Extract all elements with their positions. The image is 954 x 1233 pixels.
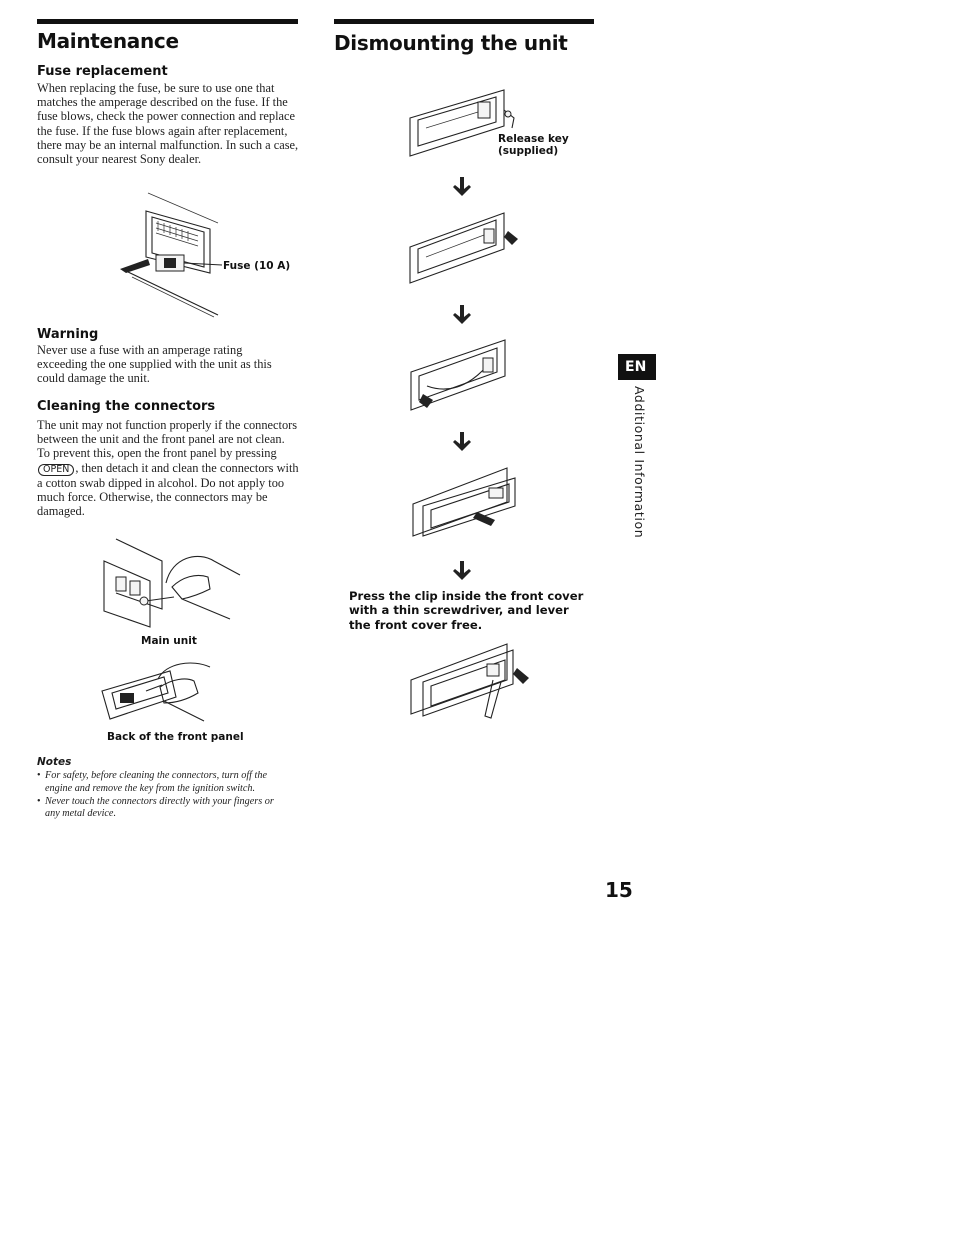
dismount-step3-illustration (409, 338, 519, 413)
fuse-heading: Fuse replacement (37, 64, 168, 79)
notes-title: Notes (37, 756, 72, 768)
arrow-down-icon (452, 561, 472, 581)
section-side-label: Additional Information (632, 386, 647, 539)
dismount-step5-illustration (409, 640, 534, 720)
dismounting-title: Dismounting the unit (334, 31, 568, 55)
warning-heading: Warning (37, 327, 99, 342)
page-number: 15 (605, 878, 633, 902)
main-unit-illustration (102, 537, 242, 637)
maintenance-title: Maintenance (37, 29, 179, 53)
arrow-down-icon (452, 305, 472, 325)
maintenance-rule (37, 19, 298, 24)
cleaning-body-end: , then detach it and clean the connectors with a cotton swab dipped in alcohol. Do not apply too much force. Otherwise, the connectors may be damaged. (37, 460, 299, 519)
front-panel-caption: Back of the front panel (107, 731, 244, 743)
cleaning-body (37, 418, 299, 518)
cleaning-heading: Cleaning the connectors (37, 399, 216, 414)
cleaning-body-start: The unit may not function properly if the connectors between the unit and the front panel are not clean. To prevent this, open the front panel by pressing (37, 418, 298, 461)
warning-body: Never use a fuse with an amperage rating exceeding the one supplied with the unit as this could damage the unit. (37, 343, 272, 386)
dismount-instruction: Press the clip inside the front cover with a thin screwdriver, and lever the front cover free. (349, 589, 584, 632)
language-tab: EN (618, 354, 656, 380)
arrow-down-icon (452, 432, 472, 452)
note-item: • Never touch the connectors directly with your fingers or any metal device. (37, 796, 289, 822)
fuse-illustration (118, 193, 318, 323)
fuse-label: Fuse (10 A) (223, 260, 291, 272)
main-unit-caption: Main unit (141, 635, 197, 647)
open-button-glyph: OPEN (38, 464, 74, 476)
front-panel-illustration (100, 657, 230, 727)
dismounting-rule (334, 19, 594, 24)
notes-list (37, 770, 289, 821)
dismount-step4-illustration (411, 464, 521, 539)
fuse-body: When replacing the fuse, be sure to use one that matches the amperage described on the fuse. If the fuse blows, check the power connection and replace the fuse. If the fuse blows again after replacement, there may be an internal malfunction. In such a case, consult your nearest Sony dealer. (37, 81, 299, 167)
release-key-label (498, 133, 569, 157)
release-key-label-text: Release key (498, 133, 569, 145)
dismount-step2-illustration (408, 209, 523, 284)
note-item: • For safety, before cleaning the connectors, turn off the engine and remove the key from the ignition switch. (37, 770, 289, 796)
arrow-down-icon (452, 177, 472, 197)
release-key-sub-text: (supplied) (498, 145, 559, 157)
